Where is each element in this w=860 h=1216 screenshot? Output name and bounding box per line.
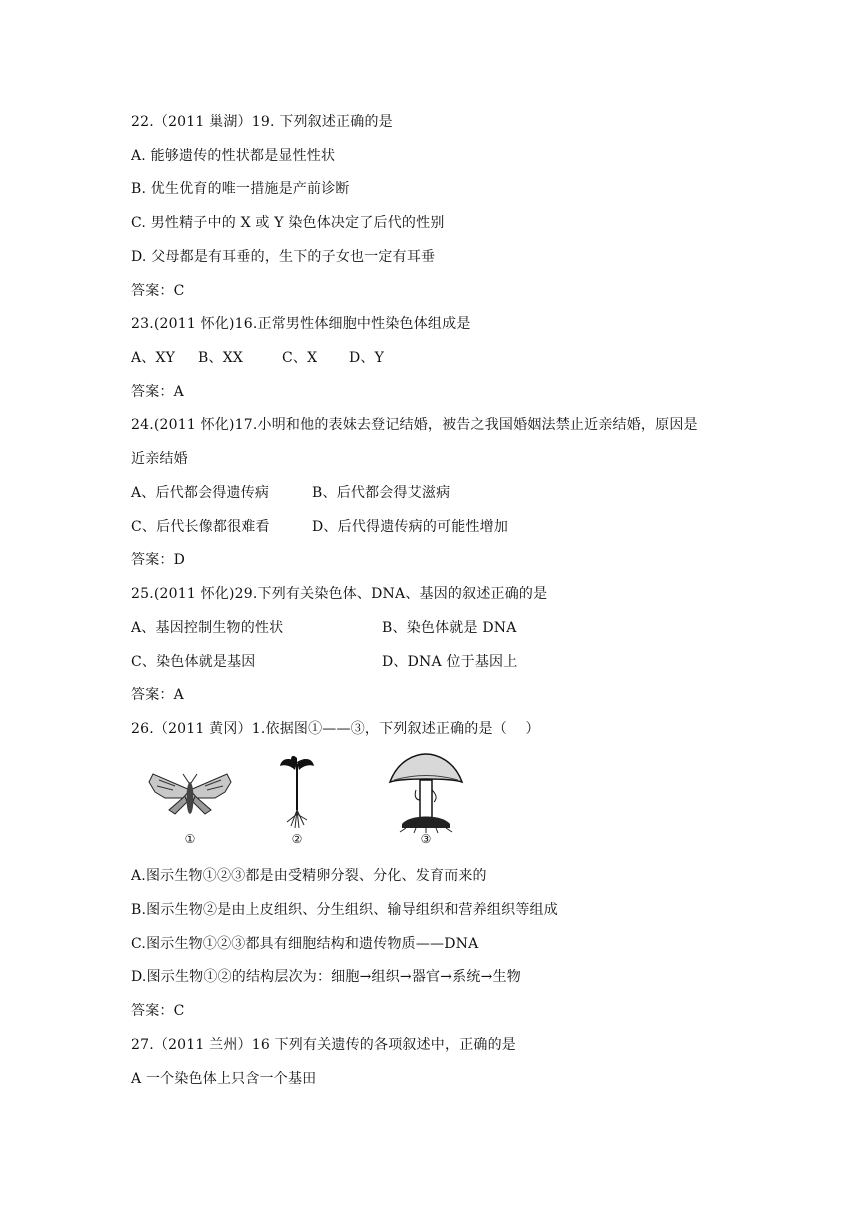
- q25-answer: 答案：A: [131, 687, 184, 703]
- q23-answer: 答案：A: [131, 384, 184, 400]
- q25-option-d: D、DNA 位于基因上: [382, 654, 518, 670]
- q23-option-d: D、Y: [349, 350, 385, 366]
- figure-fern: [277, 752, 317, 850]
- q25-option-b: B、染色体就是 DNA: [382, 620, 517, 636]
- figure-label-2: ②: [291, 832, 303, 846]
- q26-figure-row: [131, 752, 471, 850]
- q25-option-a: A、基因控制生物的性状: [131, 620, 284, 636]
- q23-option-b: B、XX: [198, 350, 244, 366]
- moth-illustration: [145, 752, 235, 832]
- q26-option-a: A.图示生物①②③都是由受精卵分裂、分化、发育而来的: [131, 868, 487, 884]
- figure-label-1: ①: [184, 832, 196, 846]
- figure-mushroom: [386, 752, 466, 850]
- q24-stem-line2: 近亲结婚: [131, 451, 188, 467]
- q23-stem: 23.(2011 怀化)16.正常男性体细胞中性染色体组成是: [131, 316, 471, 332]
- fern-illustration: [277, 752, 317, 832]
- q24-answer: 答案：D: [131, 552, 186, 568]
- q24-option-a: A、后代都会得遗传病: [131, 485, 270, 501]
- q26-stem: 26.（2011 黄冈）1.依据图①——③，下列叙述正确的是（ ）: [131, 721, 540, 737]
- q24-stem-line1: 24.(2011 怀化)17.小明和他的表妹去登记结婚，被告之我国婚姻法禁止近亲结婚，原因是: [131, 417, 698, 433]
- q24-option-c: C、后代长像都很难看: [131, 519, 270, 535]
- q25-stem: 25.(2011 怀化)29.下列有关染色体、DNA、基因的叙述正确的是: [131, 586, 548, 602]
- q26-option-b: B.图示生物②是由上皮组织、分生组织、输导组织和营养组织等组成: [131, 902, 558, 918]
- q22-answer: 答案：C: [131, 283, 185, 299]
- q22-option-a: A. 能够遗传的性状都是显性性状: [131, 148, 336, 164]
- q25-option-c: C、染色体就是基因: [131, 654, 256, 670]
- q22-option-b: B. 优生优育的唯一措施是产前诊断: [131, 181, 350, 197]
- q26-option-d: D.图示生物①②的结构层次为：细胞→组织→器官→系统→生物: [131, 969, 521, 985]
- q26-answer: 答案：C: [131, 1003, 185, 1019]
- q23-option-c: C、X: [282, 350, 318, 366]
- q26-option-c: C.图示生物①②③都具有细胞结构和遗传物质——DNA: [131, 936, 479, 952]
- figure-moth: [145, 752, 235, 850]
- mushroom-illustration: [386, 752, 466, 834]
- q23-option-a: A、XY: [131, 350, 176, 366]
- q27-option-a: A 一个染色体上只含一个基田: [131, 1071, 317, 1087]
- figure-label-3: ③: [420, 832, 432, 846]
- q22-option-d: D. 父母都是有耳垂的，生下的子女也一定有耳垂: [131, 249, 436, 265]
- q24-option-d: D、后代得遗传病的可能性增加: [312, 519, 509, 535]
- q22-option-c: C. 男性精子中的 X 或 Y 染色体决定了后代的性别: [131, 215, 445, 231]
- q24-option-b: B、后代都会得艾滋病: [312, 485, 451, 501]
- q22-stem: 22.（2011 巢湖）19. 下列叙述正确的是: [131, 114, 393, 130]
- q27-stem: 27.（2011 兰州）16 下列有关遗传的各项叙述中，正确的是: [131, 1037, 517, 1053]
